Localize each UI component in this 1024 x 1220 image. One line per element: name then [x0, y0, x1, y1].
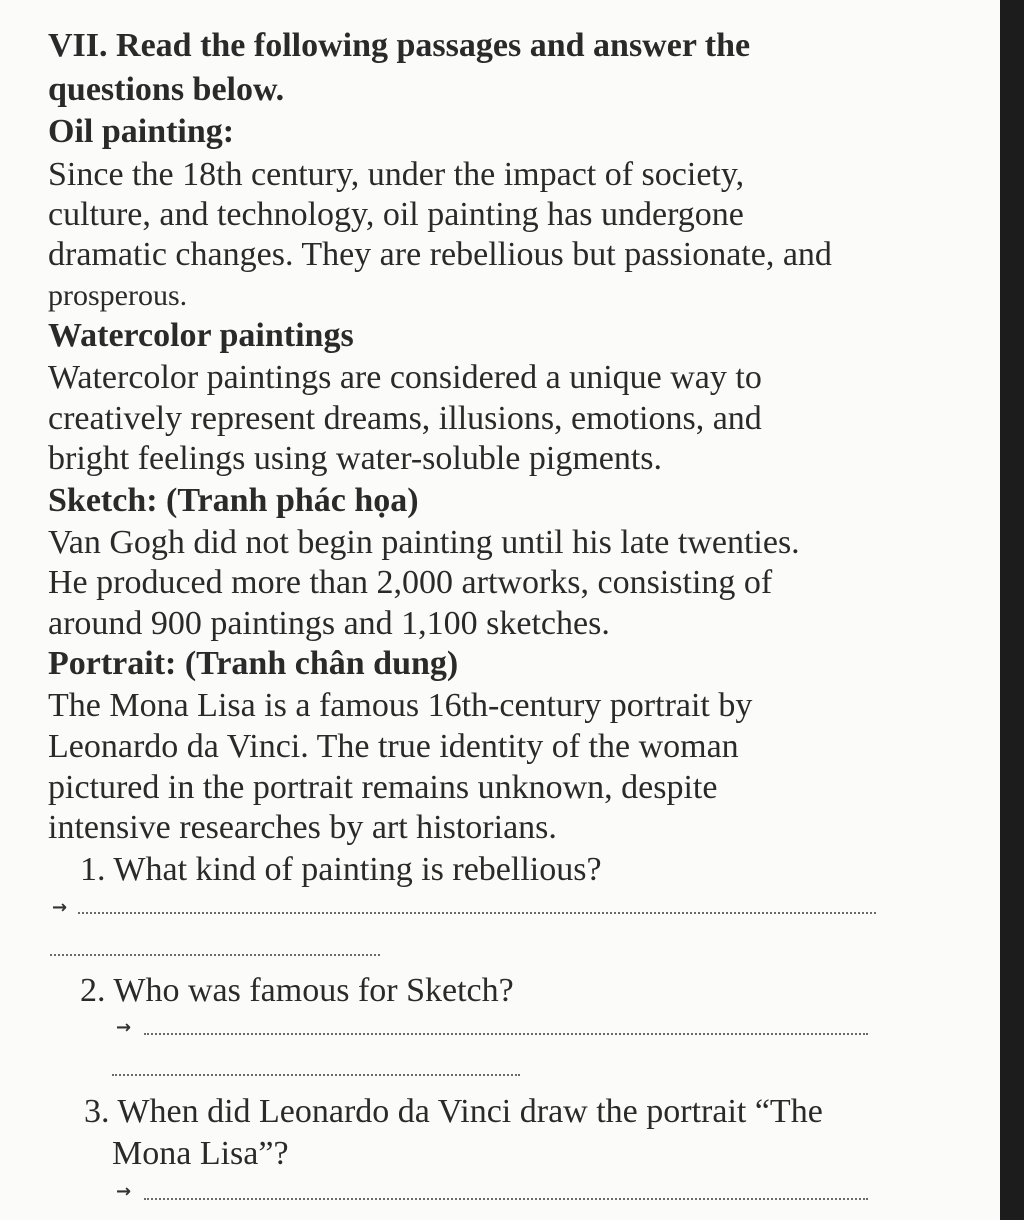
watercolor-text: bright feelings using water-soluble pigments.	[48, 440, 663, 477]
oil-painting-text: Since the 18th century, under the impact of society,	[48, 156, 745, 193]
arrow-icon: →	[116, 1017, 132, 1038]
exercise-heading-cont: questions below.	[48, 71, 285, 108]
answer-line-1-cont[interactable]	[50, 954, 380, 956]
portrait-text: intensive researches by art historians.	[48, 809, 557, 846]
watercolor-title: Watercolor paintings	[48, 317, 354, 354]
answer-line-2[interactable]	[144, 1033, 868, 1035]
sketch-text: Van Gogh did not begin painting until his late twenties.	[48, 524, 800, 561]
oil-painting-text: culture, and technology, oil painting has undergone	[48, 196, 744, 233]
watercolor-text: creatively represent dreams, illusions, emotions, and	[48, 400, 762, 437]
question-3: 3. When did Leonardo da Vinci draw the portrait “The	[84, 1093, 823, 1130]
answer-line-3[interactable]	[144, 1198, 868, 1200]
exercise-heading: VII. Read the following passages and answer the	[48, 27, 751, 64]
sketch-title: Sketch: (Tranh phác họa)	[48, 482, 419, 519]
portrait-title: Portrait: (Tranh chân dung)	[48, 645, 459, 682]
question-1: 1. What kind of painting is rebellious?	[80, 851, 602, 888]
arrow-icon: →	[116, 1181, 132, 1202]
answer-line-2-cont[interactable]	[112, 1074, 520, 1076]
portrait-text: Leonardo da Vinci. The true identity of the woman	[48, 728, 739, 765]
sketch-text: He produced more than 2,000 artworks, consisting of	[48, 564, 773, 601]
portrait-text: The Mona Lisa is a famous 16th-century portrait by	[48, 687, 753, 724]
question-2: 2. Who was famous for Sketch?	[80, 972, 514, 1009]
watercolor-text: Watercolor paintings are considered a unique way to	[48, 359, 762, 396]
arrow-icon: →	[52, 897, 68, 918]
page-edge-shadow	[1000, 0, 1024, 1220]
answer-line-1[interactable]	[78, 912, 876, 914]
portrait-text: pictured in the portrait remains unknown, despite	[48, 769, 718, 806]
question-3-cont: Mona Lisa”?	[112, 1135, 289, 1172]
oil-painting-text: prosperous.	[48, 279, 188, 312]
sketch-text: around 900 paintings and 1,100 sketches.	[48, 605, 610, 642]
oil-painting-text: dramatic changes. They are rebellious but passionate, and	[48, 236, 832, 273]
oil-painting-title: Oil painting:	[48, 113, 235, 150]
